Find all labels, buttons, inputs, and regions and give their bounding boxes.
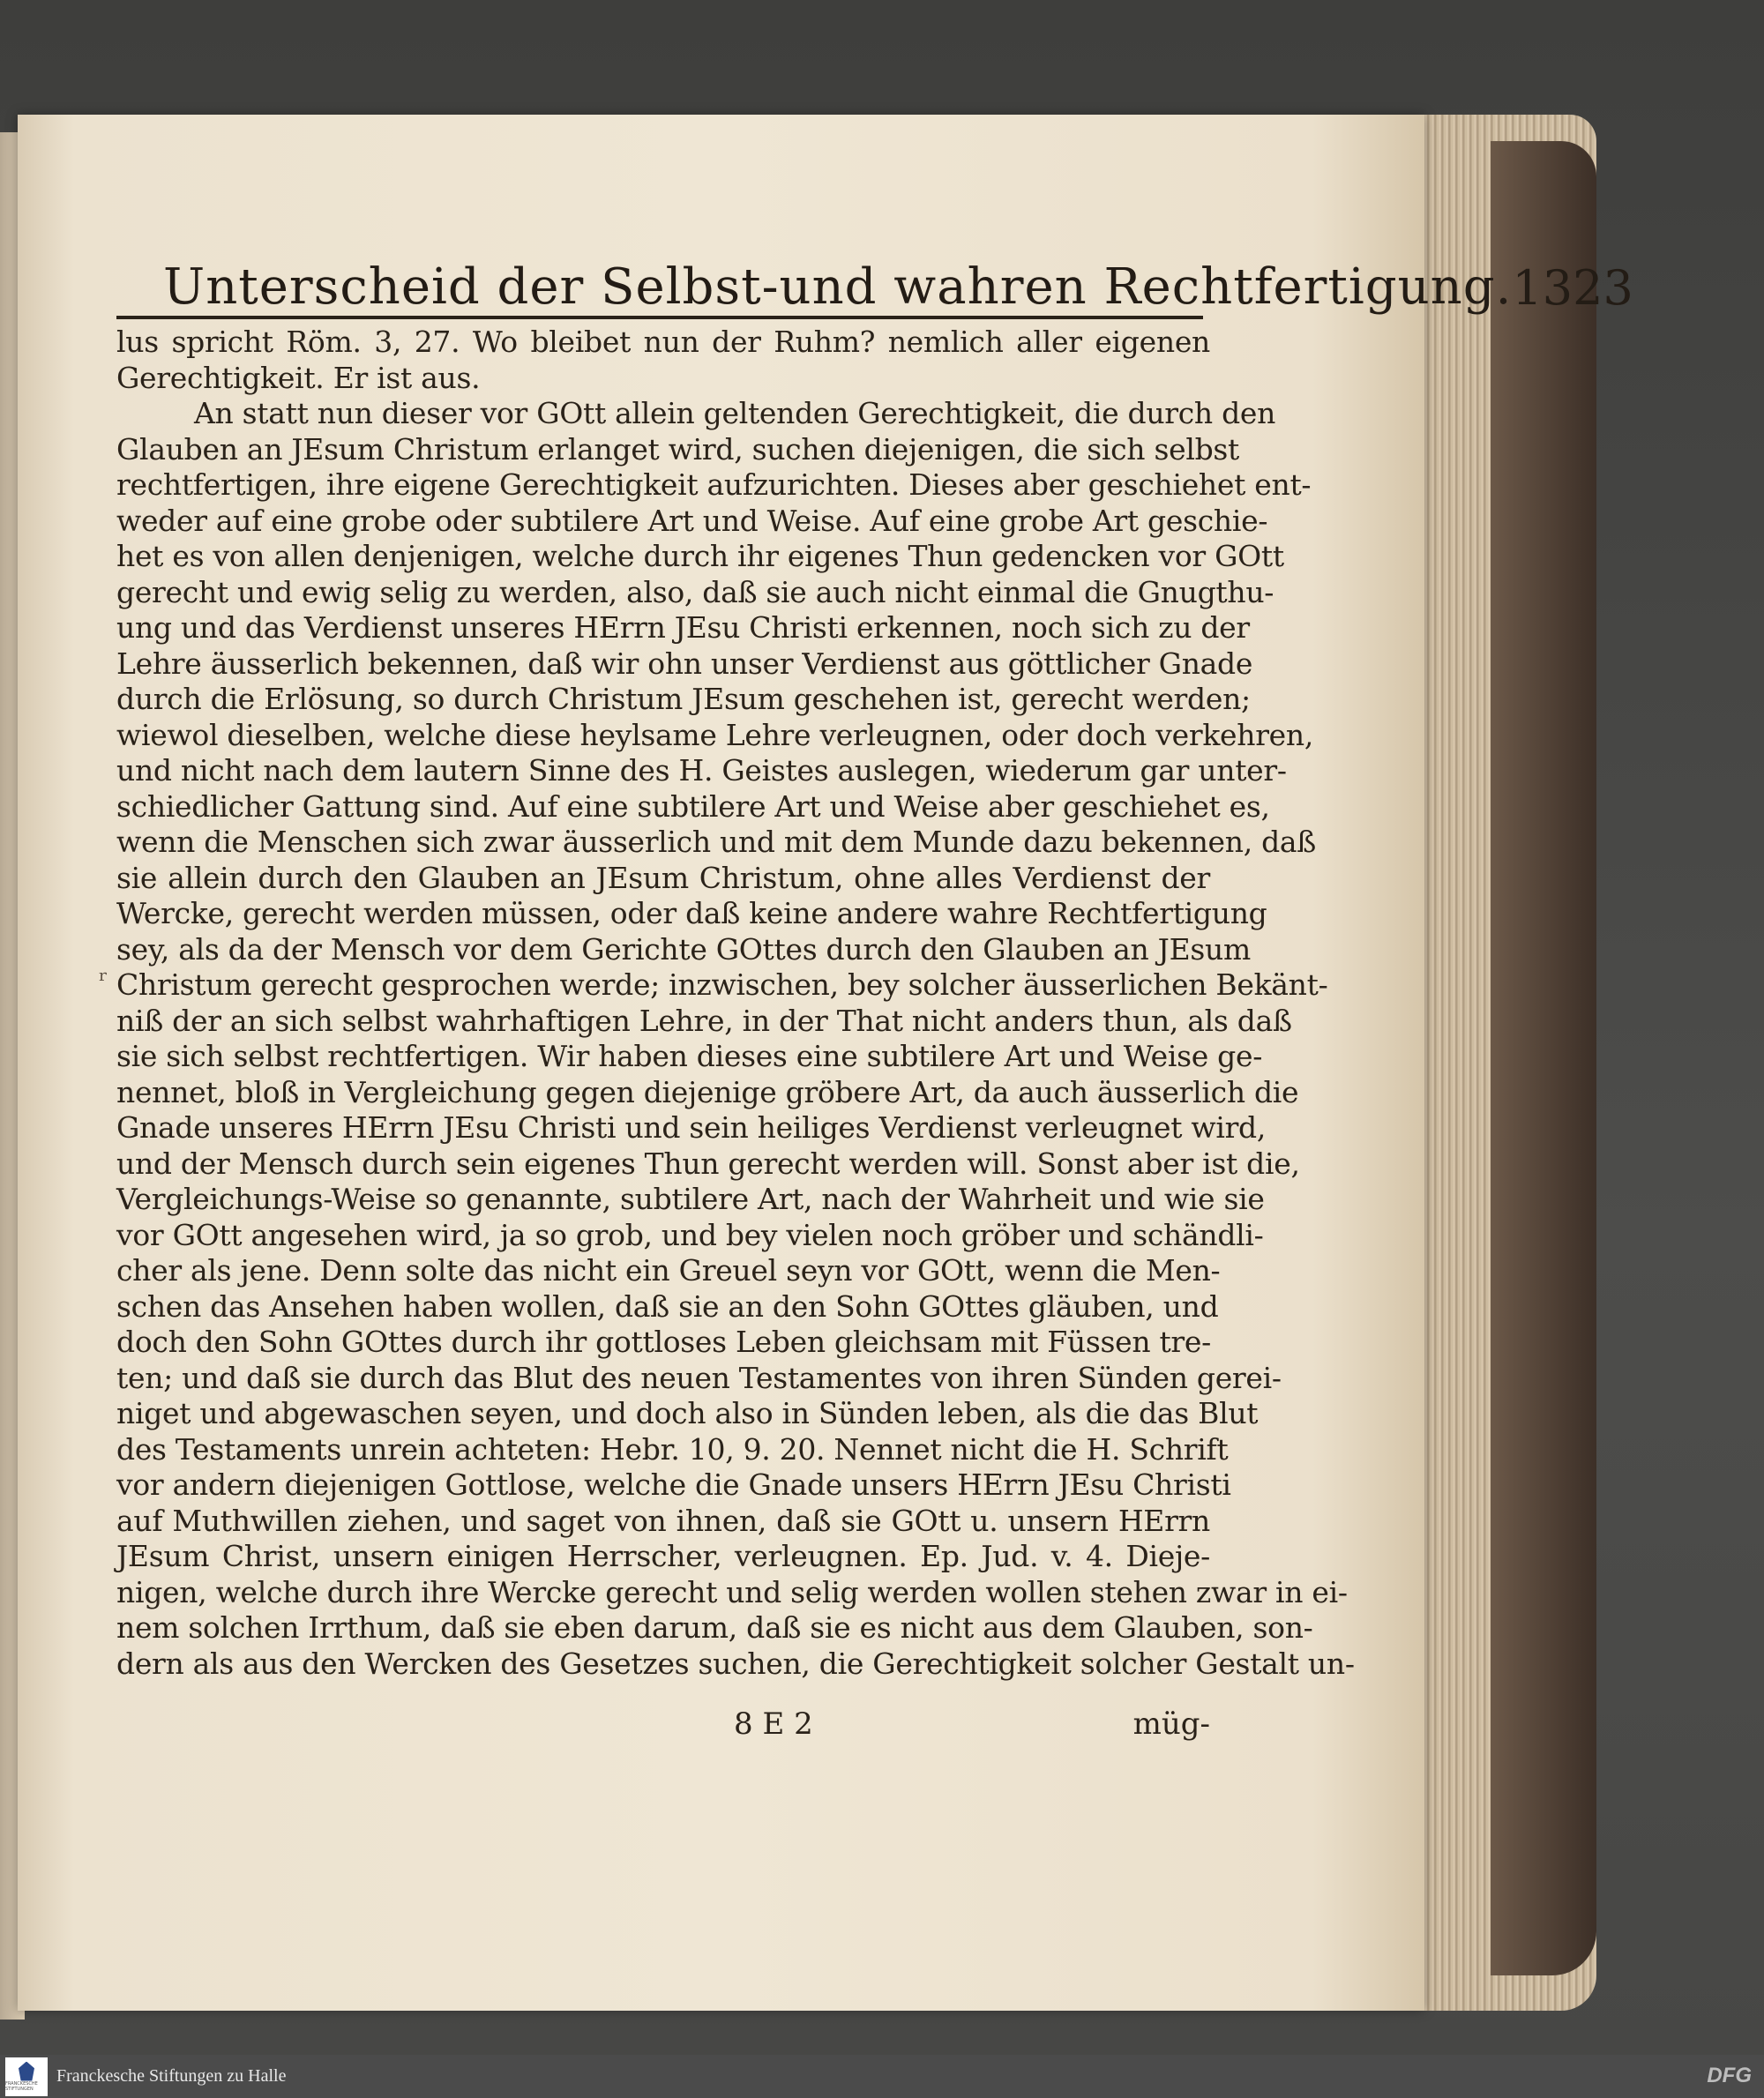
text-line: Lehre äusserlich bekennen, daß wir ohn unser Verdienst aus göttlicher Gnade bbox=[116, 646, 1253, 681]
text-line: vor GOtt angesehen wird, ja so grob, und bey vielen noch gröber und schändli- bbox=[116, 1217, 1264, 1252]
text-line: ung und das Verdienst unseres HErrn JEsu Christi erkennen, noch sich zu der bbox=[116, 610, 1250, 645]
body-text bbox=[116, 325, 1355, 1682]
text-line: An statt nun dieser vor GOtt allein geltenden Gerechtigkeit, die durch den bbox=[194, 396, 1276, 430]
text-line: JEsum Christ, unsern einigen Herrscher, verleugnen. Ep. Jud. v. 4. Dieje- bbox=[116, 1539, 1210, 1573]
text-line: nennet, bloß in Vergleichung gegen diejenige gröbere Art, da auch äusserlich die bbox=[116, 1074, 1299, 1109]
book-cover bbox=[1491, 141, 1596, 1975]
text-line: Gerechtigkeit. Er ist aus. bbox=[116, 360, 481, 395]
text-line: des Testaments unrein achteten: Hebr. 10, 9. 20. Nennet nicht die H. Schrift bbox=[116, 1431, 1229, 1467]
text-line: Gnade unseres HErrn JEsu Christi und sein heiliges Verdienst verleugnet wird, bbox=[116, 1110, 1267, 1145]
text-line: wiewol dieselben, welche diese heylsame Lehre verleugnen, oder doch verkehren, bbox=[116, 717, 1314, 752]
institution-name[interactable]: Franckesche Stiftungen zu Halle bbox=[56, 2066, 287, 2086]
text-line: und der Mensch durch sein eigenes Thun gerecht werden will. Sonst aber ist die, bbox=[116, 1146, 1300, 1181]
text-line: gerecht und ewig selig zu werden, also, daß sie auch nicht einmal die Gnugthu- bbox=[116, 574, 1274, 609]
text-line: nem solchen Irrthum, daß sie eben darum, daß sie es nicht aus dem Glauben, son- bbox=[116, 1610, 1313, 1645]
text-line: niß der an sich selbst wahrhaftigen Lehre, in der That nicht anders thun, als daß bbox=[116, 1003, 1292, 1038]
text-line: sey, als da der Mensch vor dem Gerichte GOttes durch den Glauben an JEsum bbox=[116, 931, 1251, 967]
text-line: doch den Sohn GOttes durch ihr gottloses Leben gleichsam mit Füssen tre- bbox=[116, 1325, 1211, 1359]
text-line: Wercke, gerecht werden müssen, oder daß keine andere wahre Rechtfertigung bbox=[116, 896, 1267, 930]
text-line: het es von allen denjenigen, welche durch ihr eigenes Thun gedencken vor GOtt bbox=[116, 539, 1284, 573]
footer-bar bbox=[0, 2055, 1764, 2098]
text-line: und nicht nach dem lautern Sinne des H. Geistes auslegen, wiederum gar unter- bbox=[116, 753, 1287, 788]
running-title: Unterscheid der Selbst-und wahren Rechtfertigung. bbox=[163, 258, 1513, 316]
text-line: vor andern diejenigen Gottlose, welche die Gnade unsers HErrn JEsu Christi bbox=[116, 1467, 1231, 1502]
header-rule bbox=[116, 316, 1203, 319]
margin-mark: ᵣ bbox=[99, 957, 108, 988]
catchword: müg- bbox=[1132, 1706, 1210, 1742]
signature-line bbox=[116, 1706, 1210, 1745]
text-line: sie sich selbst rechtfertigen. Wir haben dieses eine subtilere Art und Weise ge- bbox=[116, 1039, 1263, 1073]
text-line: rechtfertigen, ihre eigene Gerechtigkeit aufzurichten. Dieses aber geschiehet ent- bbox=[116, 467, 1312, 502]
text-line: ten; und daß sie durch das Blut des neuen Testamentes von ihren Sünden gerei- bbox=[116, 1360, 1282, 1395]
text-line: durch die Erlösung, so durch Christum JEsum geschehen ist, gerecht werden; bbox=[116, 682, 1251, 716]
text-line: Christum gerecht gesprochen werde; inzwischen, bey solcher äusserlichen Bekänt- bbox=[116, 967, 1328, 1002]
text-line: sie allein durch den Glauben an JEsum Christum, ohne alles Verdienst der bbox=[116, 860, 1210, 895]
text-line: schiedlicher Gattung sind. Auf eine subtilere Art und Weise aber geschiehet es, bbox=[116, 788, 1270, 824]
text-line: Glauben an JEsum Christum erlanget wird, suchen diejenigen, die sich selbst bbox=[116, 431, 1239, 467]
text-line: niget und abgewaschen seyen, und doch also in Sünden leben, als die das Blut bbox=[116, 1396, 1259, 1430]
signature-mark: 8 E 2 bbox=[734, 1706, 813, 1742]
text-line: schen das Ansehen haben wollen, daß sie an den Sohn GOttes gläuben, und bbox=[116, 1288, 1219, 1324]
logo-caption: FRANCKESCHE STIFTUNGEN bbox=[5, 2080, 38, 2092]
institution-logo bbox=[5, 2057, 48, 2096]
dfg-logo: DFG bbox=[1707, 2064, 1752, 2087]
text-line: cher als jene. Denn solte das nicht ein Greuel seyn vor GOtt, wenn die Men- bbox=[116, 1253, 1221, 1288]
text-line: nigen, welche durch ihre Wercke gerecht und selig werden wollen stehen zwar in ei- bbox=[116, 1574, 1348, 1609]
text-line: wenn die Menschen sich zwar äusserlich und mit dem Munde dazu bekennen, daß bbox=[116, 825, 1317, 859]
page-number: 1323 bbox=[1512, 260, 1633, 316]
text-line: dern als aus den Wercken des Gesetzes suchen, die Gerechtigkeit solcher Gestalt un- bbox=[116, 1646, 1355, 1681]
text-line: weder auf eine grobe oder subtilere Art und Weise. Auf eine grobe Art geschie- bbox=[116, 503, 1268, 538]
text-line: auf Muthwillen ziehen, und saget von ihnen, daß sie GOtt u. unsern HErrn bbox=[116, 1503, 1210, 1538]
text-line: Vergleichungs-Weise so genannte, subtilere Art, nach der Wahrheit und wie sie bbox=[116, 1182, 1265, 1216]
orphanage-emblem-icon bbox=[19, 2062, 34, 2081]
text-line: lus spricht Röm. 3, 27. Wo bleibet nun der Ruhm? nemlich aller eigenen bbox=[116, 325, 1210, 359]
page-header bbox=[163, 254, 1633, 316]
